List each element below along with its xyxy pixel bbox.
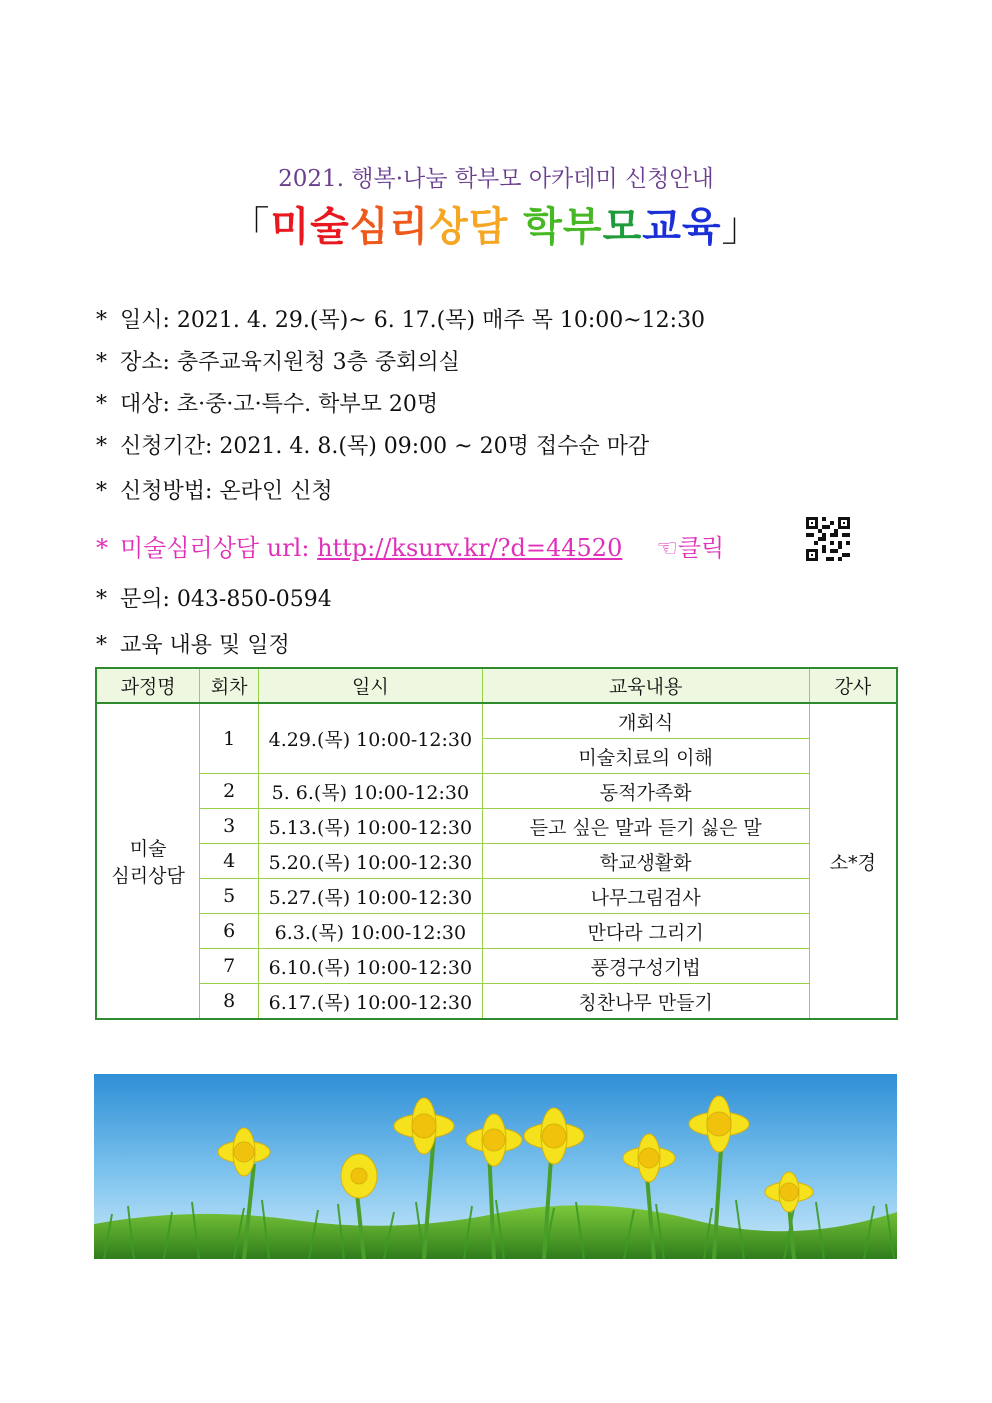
topic-cell: 듣고 싶은 말과 듣기 싫은 말 [482,809,809,844]
topic-cell: 미술치료의 이해 [482,739,809,774]
info-target: * 대상: 초·중·고·특수. 학부모 20명 [96,392,439,417]
topic-cell: 나무그림검사 [482,879,809,914]
course-name-cell [96,703,200,1019]
schedule-table [95,667,898,1020]
title-part: 미술 [270,203,350,250]
table-row [96,809,897,844]
session-number-cell: 8 [200,984,259,1020]
table-row [96,703,897,739]
table-row [96,949,897,984]
topic-cell: 만다라 그리기 [482,914,809,949]
info-period: * 신청기간: 2021. 4. 8.(목) 09:00 ~ 20명 접수순 마감 [96,434,650,459]
title-part: 학부 [523,203,603,250]
table-row [96,879,897,914]
table-header-row [96,668,897,703]
session-number-cell: 6 [200,914,259,949]
session-number-cell: 3 [200,809,259,844]
course-name-line: 심리상담 [111,865,185,887]
session-number-cell: 1 [200,703,259,774]
topic-cell: 개회식 [482,703,809,739]
click-hint[interactable]: ☜클릭 [656,534,725,562]
title-close-bracket: 」 [721,204,763,250]
session-date-cell: 5.27.(목) 10:00-12:30 [259,879,483,914]
qr-code-icon[interactable] [806,517,850,561]
session-date-cell: 6.10.(목) 10:00-12:30 [259,949,483,984]
topic-cell: 칭찬나무 만들기 [482,984,809,1020]
subtitle: 2021. 행복·나눔 학부모 아카데미 신청안내 [278,166,714,192]
page-title [0,195,992,252]
info-contact: * 문의: 043-850-0594 [96,587,332,612]
info-url: * 미술심리상담 url: http://ksurv.kr/?d=44520 ☜클릭 [96,534,725,562]
title-part: 교육 [642,203,722,250]
header-date: 일시 [259,668,483,703]
title-open-bracket: 「 [229,204,271,250]
info-date: * 일시: 2021. 4. 29.(목)~ 6. 17.(목) 매주 목 10:00~12:30 [96,308,706,333]
session-date-cell: 5.13.(목) 10:00-12:30 [259,809,483,844]
survey-link[interactable]: http://ksurv.kr/?d=44520 [317,534,623,562]
table-row [96,914,897,949]
table-row [96,774,897,809]
topic-cell: 학교생활화 [482,844,809,879]
session-date-cell: 6.17.(목) 10:00-12:30 [259,984,483,1020]
session-number-cell: 2 [200,774,259,809]
session-date-cell: 5.20.(목) 10:00-12:30 [259,844,483,879]
session-number-cell: 4 [200,844,259,879]
session-number-cell: 5 [200,879,259,914]
info-method: * 신청방법: 온라인 신청 [96,479,333,504]
table-row [96,984,897,1020]
session-date-cell: 5. 6.(목) 10:00-12:30 [259,774,483,809]
title-part: 모 [602,203,643,250]
header-course: 과정명 [96,668,200,703]
schedule-heading: * 교육 내용 및 일정 [96,633,290,658]
daffodil-photo [94,1074,897,1259]
instructor-cell: 소*경 [809,703,897,1019]
topic-cell: 동적가족화 [482,774,809,809]
header-content: 교육내용 [482,668,809,703]
session-date-cell: 6.3.(목) 10:00-12:30 [259,914,483,949]
info-place: * 장소: 충주교육지원청 3층 중회의실 [96,350,460,375]
course-name-line: 미술 [129,838,167,860]
header-instructor: 강사 [809,668,897,703]
title-part [508,203,523,250]
table-row [96,844,897,879]
title-part: 심리 [349,203,430,250]
session-number-cell: 7 [200,949,259,984]
topic-cell: 풍경구성기법 [482,949,809,984]
title-colored-text [271,203,722,250]
header-session: 회차 [200,668,259,703]
title-part: 상담 [429,203,509,250]
session-date-cell: 4.29.(목) 10:00-12:30 [259,703,483,774]
